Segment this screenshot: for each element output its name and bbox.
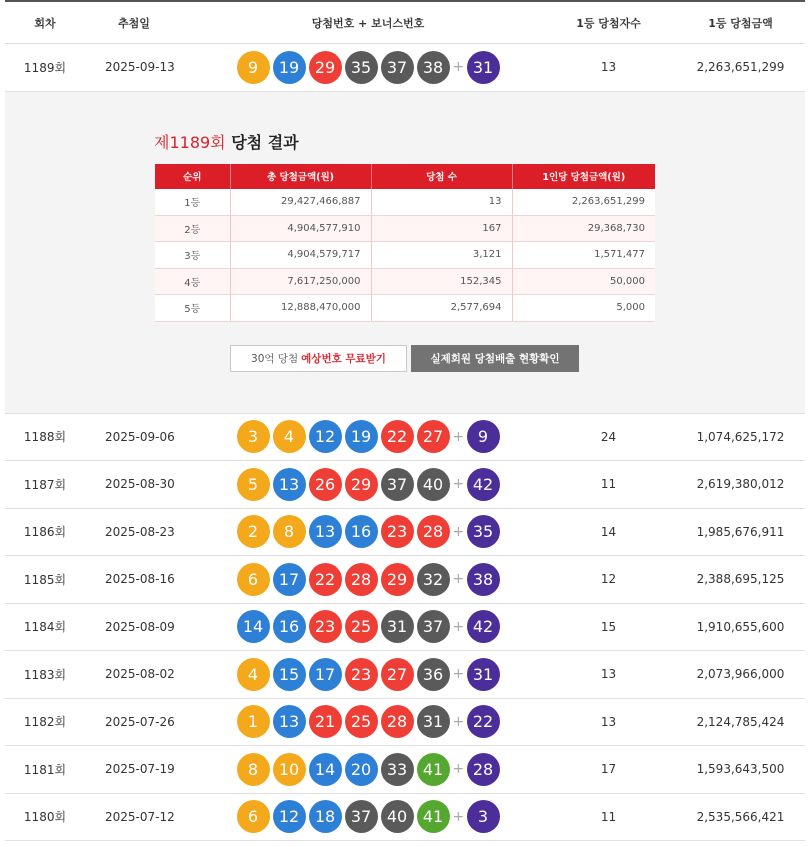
bonus-ball: 42 xyxy=(467,610,500,643)
numbers-cell xyxy=(195,468,541,501)
result-row[interactable] xyxy=(5,794,805,842)
number-ball: 40 xyxy=(381,800,414,833)
bonus-ball: 31 xyxy=(467,51,500,84)
col-rank: 순위 xyxy=(155,164,230,189)
winners-cell: 14 xyxy=(600,524,617,539)
plus-icon: + xyxy=(452,59,465,76)
number-ball: 16 xyxy=(273,610,306,643)
prize-count: 152,345 xyxy=(371,268,512,295)
number-ball: 29 xyxy=(345,468,378,501)
prize-total: 12,888,470,000 xyxy=(230,295,371,322)
number-ball: 19 xyxy=(345,420,378,453)
number-ball: 28 xyxy=(417,515,450,548)
result-row[interactable] xyxy=(5,44,805,92)
results-list xyxy=(5,44,805,841)
amount-cell: 1,985,676,911 xyxy=(696,524,785,539)
winners-cell: 11 xyxy=(600,477,617,492)
result-row[interactable] xyxy=(5,699,805,747)
lotto-results xyxy=(5,0,805,841)
number-ball: 28 xyxy=(381,705,414,738)
number-ball: 37 xyxy=(381,468,414,501)
prize-total: 4,904,579,717 xyxy=(230,242,371,269)
prize-row xyxy=(155,215,655,242)
plus-icon: + xyxy=(452,808,465,825)
bonus-ball: 22 xyxy=(467,705,500,738)
numbers-cell xyxy=(195,51,541,84)
plus-icon: + xyxy=(452,618,465,635)
number-ball: 25 xyxy=(345,705,378,738)
winners-cell: 13 xyxy=(600,714,617,729)
number-ball: 3 xyxy=(237,420,270,453)
number-ball: 29 xyxy=(309,51,342,84)
number-ball: 29 xyxy=(381,563,414,596)
amount-cell: 1,593,643,500 xyxy=(696,762,785,777)
numbers-cell xyxy=(195,420,541,453)
bonus-ball: 42 xyxy=(467,468,500,501)
result-row[interactable] xyxy=(5,461,805,509)
prize-per: 1,571,477 xyxy=(512,242,655,269)
amount-cell: 2,263,651,299 xyxy=(696,60,785,75)
round-cell: 1183회 xyxy=(23,667,67,682)
numbers-cell xyxy=(195,658,541,691)
number-ball: 4 xyxy=(237,658,270,691)
number-ball: 23 xyxy=(381,515,414,548)
number-ball: 27 xyxy=(381,658,414,691)
number-ball: 20 xyxy=(345,753,378,786)
prize-rank: 3등 xyxy=(155,242,230,269)
number-ball: 40 xyxy=(417,468,450,501)
numbers-cell xyxy=(195,753,541,786)
winner-status-button[interactable]: 실제회원 당첨배출 현황확인 xyxy=(411,345,579,372)
number-ball: 14 xyxy=(309,753,342,786)
number-ball: 41 xyxy=(417,753,450,786)
header-amount: 1등 당첨금액 xyxy=(708,16,773,30)
number-ball: 16 xyxy=(345,515,378,548)
plus-icon: + xyxy=(452,666,465,683)
header-winners: 1등 당첨자수 xyxy=(576,16,641,30)
number-ball: 36 xyxy=(417,658,450,691)
free-numbers-button[interactable] xyxy=(230,345,407,372)
number-ball: 6 xyxy=(237,800,270,833)
col-count: 당첨 수 xyxy=(371,164,512,189)
winners-cell: 11 xyxy=(600,809,617,824)
bonus-ball: 3 xyxy=(467,800,500,833)
number-ball: 31 xyxy=(417,705,450,738)
prize-rank: 1등 xyxy=(155,189,230,216)
number-ball: 21 xyxy=(309,705,342,738)
round-cell: 1188회 xyxy=(23,430,67,445)
prize-count: 2,577,694 xyxy=(371,295,512,322)
number-ball: 37 xyxy=(381,51,414,84)
number-ball: 13 xyxy=(309,515,342,548)
free-numbers-highlight: 예상번호 무료받기 xyxy=(301,352,386,365)
number-ball: 41 xyxy=(417,800,450,833)
round-cell: 1181회 xyxy=(23,762,67,777)
detail-panel xyxy=(5,92,805,414)
number-ball: 18 xyxy=(309,800,342,833)
number-ball: 17 xyxy=(309,658,342,691)
prize-table-header xyxy=(155,164,655,189)
number-ball: 23 xyxy=(309,610,342,643)
number-ball: 6 xyxy=(237,563,270,596)
bonus-ball: 38 xyxy=(467,563,500,596)
number-ball: 22 xyxy=(309,563,342,596)
prize-count: 13 xyxy=(371,189,512,216)
detail-title xyxy=(154,130,299,153)
prize-count: 3,121 xyxy=(371,242,512,269)
number-ball: 12 xyxy=(309,420,342,453)
number-ball: 14 xyxy=(237,610,270,643)
number-ball: 12 xyxy=(273,800,306,833)
result-row[interactable] xyxy=(5,604,805,652)
prize-total: 7,617,250,000 xyxy=(230,268,371,295)
number-ball: 5 xyxy=(237,468,270,501)
detail-title-round: 제1189회 xyxy=(154,132,226,152)
result-row[interactable] xyxy=(5,651,805,699)
number-ball: 38 xyxy=(417,51,450,84)
round-cell: 1185회 xyxy=(23,572,67,587)
amount-cell: 2,124,785,424 xyxy=(696,714,785,729)
numbers-cell xyxy=(195,515,541,548)
round-cell: 1187회 xyxy=(23,477,67,492)
amount-cell: 2,535,566,421 xyxy=(696,809,785,824)
prize-per: 2,263,651,299 xyxy=(512,189,655,216)
amount-cell: 2,388,695,125 xyxy=(696,572,785,587)
winners-cell: 17 xyxy=(600,762,617,777)
number-ball: 2 xyxy=(237,515,270,548)
prize-row xyxy=(155,268,655,295)
number-ball: 23 xyxy=(345,658,378,691)
date-cell: 2025-07-26 xyxy=(105,714,175,729)
prize-per: 5,000 xyxy=(512,295,655,322)
number-ball: 13 xyxy=(273,468,306,501)
number-ball: 17 xyxy=(273,563,306,596)
number-ball: 1 xyxy=(237,705,270,738)
date-cell: 2025-07-12 xyxy=(105,809,175,824)
results-header xyxy=(5,0,805,44)
col-per: 1인당 당첨금액(원) xyxy=(512,164,655,189)
prize-total: 4,904,577,910 xyxy=(230,215,371,242)
prize-count: 167 xyxy=(371,215,512,242)
number-ball: 33 xyxy=(381,753,414,786)
number-ball: 22 xyxy=(381,420,414,453)
bonus-ball: 31 xyxy=(467,658,500,691)
numbers-cell xyxy=(195,705,541,738)
number-ball: 13 xyxy=(273,705,306,738)
number-ball: 31 xyxy=(381,610,414,643)
number-ball: 37 xyxy=(417,610,450,643)
prize-per: 29,368,730 xyxy=(512,215,655,242)
free-numbers-prefix: 30억 당첨 xyxy=(251,352,299,365)
header-numbers: 당첨번호 + 보너스번호 xyxy=(311,16,425,30)
number-ball: 28 xyxy=(345,563,378,596)
numbers-cell xyxy=(195,800,541,833)
number-ball: 15 xyxy=(273,658,306,691)
number-ball: 37 xyxy=(345,800,378,833)
plus-icon: + xyxy=(452,476,465,493)
result-row[interactable] xyxy=(5,414,805,462)
plus-icon: + xyxy=(452,761,465,778)
plus-icon: + xyxy=(452,523,465,540)
prize-row xyxy=(155,295,655,322)
result-row[interactable] xyxy=(5,509,805,557)
col-total: 총 당첨금액(원) xyxy=(230,164,371,189)
bonus-ball: 28 xyxy=(467,753,500,786)
number-ball: 35 xyxy=(345,51,378,84)
header-date: 추첨일 xyxy=(118,16,150,30)
number-ball: 8 xyxy=(273,515,306,548)
plus-icon: + xyxy=(452,571,465,588)
date-cell: 2025-08-23 xyxy=(105,524,175,539)
round-cell: 1189회 xyxy=(23,60,67,75)
number-ball: 19 xyxy=(273,51,306,84)
plus-icon: + xyxy=(452,428,465,445)
amount-cell: 1,910,655,600 xyxy=(696,619,785,634)
number-ball: 27 xyxy=(417,420,450,453)
date-cell: 2025-09-06 xyxy=(105,429,175,444)
result-row[interactable] xyxy=(5,556,805,604)
prize-rank: 2등 xyxy=(155,215,230,242)
detail-title-text: 당첨 결과 xyxy=(231,132,299,152)
number-ball: 26 xyxy=(309,468,342,501)
round-cell: 1182회 xyxy=(23,715,67,730)
prize-rank: 4등 xyxy=(155,268,230,295)
round-cell: 1180회 xyxy=(23,810,67,825)
bonus-ball: 35 xyxy=(467,515,500,548)
round-cell: 1184회 xyxy=(23,620,67,635)
plus-icon: + xyxy=(452,713,465,730)
bonus-ball: 9 xyxy=(467,420,500,453)
number-ball: 32 xyxy=(417,563,450,596)
number-ball: 10 xyxy=(273,753,306,786)
date-cell: 2025-08-30 xyxy=(105,477,175,492)
winners-cell: 15 xyxy=(600,619,617,634)
numbers-cell xyxy=(195,563,541,596)
date-cell: 2025-08-02 xyxy=(105,667,175,682)
winners-cell: 24 xyxy=(600,429,617,444)
prize-table xyxy=(155,164,655,322)
prize-per: 50,000 xyxy=(512,268,655,295)
date-cell: 2025-09-13 xyxy=(105,60,175,75)
winners-cell: 13 xyxy=(600,667,617,682)
date-cell: 2025-08-16 xyxy=(105,572,175,587)
winners-cell: 12 xyxy=(600,572,617,587)
numbers-cell xyxy=(195,610,541,643)
prize-total: 29,427,466,887 xyxy=(230,189,371,216)
prize-row xyxy=(155,189,655,216)
number-ball: 9 xyxy=(237,51,270,84)
amount-cell: 1,074,625,172 xyxy=(696,429,785,444)
winners-cell: 13 xyxy=(600,60,617,75)
prize-row xyxy=(155,242,655,269)
round-cell: 1186회 xyxy=(23,525,67,540)
number-ball: 25 xyxy=(345,610,378,643)
number-ball: 4 xyxy=(273,420,306,453)
number-ball: 8 xyxy=(237,753,270,786)
result-row[interactable] xyxy=(5,746,805,794)
date-cell: 2025-07-19 xyxy=(105,762,175,777)
header-round: 회차 xyxy=(34,16,56,30)
amount-cell: 2,073,966,000 xyxy=(696,667,785,682)
date-cell: 2025-08-09 xyxy=(105,619,175,634)
amount-cell: 2,619,380,012 xyxy=(696,477,785,492)
prize-rank: 5등 xyxy=(155,295,230,322)
